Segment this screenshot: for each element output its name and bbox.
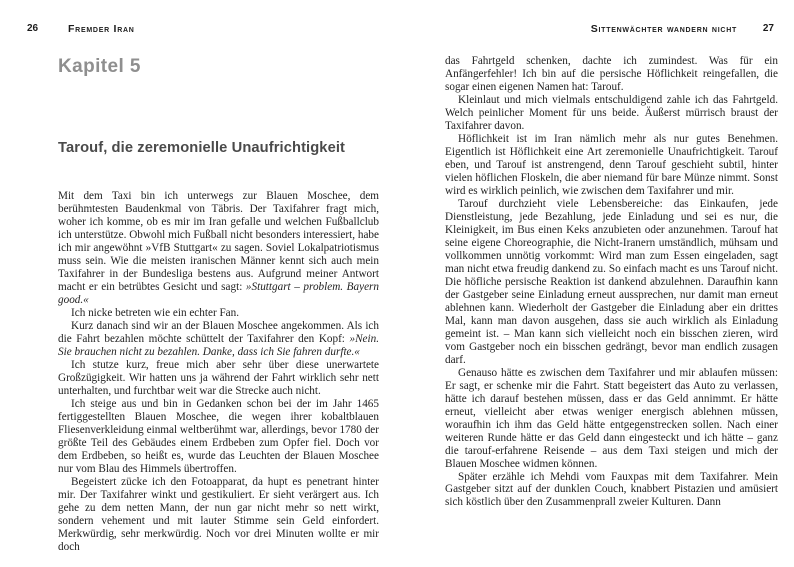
body-text: Tarouf durchzieht viele Lebensbereiche: das Einkaufen, jede Dienstleistung, jede Bezahlung, jede Einladung und sei es nur, die Kleinigkeit, im Bus einen Keks anzubieten oder anzunehmen. Tarouf hat seine eigene Choreographie, die Nicht-Iranern umständlich, mühsam und vollkommen unnötig vorkommt: Wird man zum Essen eingeladen, sagt man nicht etwa freudig dankend zu. So einfach macht es uns Tarouf nicht. Die höfliche persische Reaktion ist dankend abzulehnen. Daraufhin kann der Gastgeber seine Einladung erneut aussprechen, nur damit man erneut ablehnen kann. Wiederholt der Gastgeber die Einladung aber ein drittes Mal, kann man davon ausgehen, dass sie auch wirklich als Einladung gemeint ist. – Man kann sich vielleicht noch ein bisschen zieren, wird vom Gastgeber noch ein bisschen gedrängt, bevor man endlich zusagen darf.: [445, 197, 778, 366]
chapter-label: Kapitel 5: [58, 56, 141, 77]
paragraph: [58, 359, 379, 398]
body-text: das Fahrtgeld schenken, dachte ich zumindest. Was für ein Anfängerfehler! Ich bin auf die persische Höflichkeit reingefallen, die sogar einen eigenen Namen hat: Tarouf.: [445, 55, 778, 93]
body-text: Ich nicke betreten wie ein echter Fan.: [71, 306, 240, 319]
body-text: Ich steige aus und bin in Gedanken schon bei der im Jahr 1465 fertiggestellten Blauen Moschee, die wegen ihrer kobaltblauen Fliesenverkleidung einmal weltberühmt war, allerdings, bevor 1780 der größte Teil des Gebäudes einem Erdbeben zum Opfer fiel. Doch vor dem Erdbeben, so heißt es, wurde das Leuchten der Blauen Moschee nur vom Blau des Himmels übertroffen.: [58, 397, 379, 475]
body-text: Mit dem Taxi bin ich unterwegs zur Blauen Moschee, dem berühmtesten Baudenkmal von Täbris. Der Taxifahrer fragt mich, woher ich komme, ob es mir im Iran gefalle und welchen Fußballclub ich unterstütze. Obwohl mich Fußball nicht besonders interessiert, habe ich mir angewöhnt »VfB Stuttgart« zu sagen. Soviel Lokalpatriotismus muss sein. Wie die meisten iranischen Männer kennt sich auch mein Taxifahrer in der Bundesliga bestens aus. Aufgrund meiner Antwort macht er ein betrübtes Gesicht und sagt:: [58, 190, 379, 293]
paragraph: [58, 476, 379, 554]
paragraph: [445, 471, 778, 510]
paragraph: [445, 94, 778, 133]
body-text: Später erzähle ich Mehdi vom Fauxpas mit dem Taxifahrer. Mein Gastgeber sitzt auf der dunklen Couch, knabbert Pistazien und amüsiert sich köstlich über den Zusammenprall zweier Kulturen. Dann: [445, 470, 778, 509]
paragraph: [58, 307, 379, 320]
quoted-speech-italic: »Nein. Sie brauchen nicht zu bezahlen. Danke, dass ich Sie fahren durfte.«: [58, 332, 379, 358]
section-title: Tarouf, die zeremonielle Unaufrichtigkeit: [58, 140, 346, 156]
paragraph: [445, 133, 778, 198]
paragraph: [445, 367, 778, 471]
body-text: Ich stutze kurz, freue mich aber sehr über diese unerwartete Großzügigkeit. Wir hatten uns ja während der Fahrt wirklich sehr nett unterhalten, und furchtbar weit war die Strecke auch nicht.: [58, 358, 379, 397]
paragraph: [445, 198, 778, 367]
body-text: Höflichkeit ist im Iran nämlich mehr als nur gutes Benehmen. Eigentlich ist Höflichkeit eine Art zeremonielle Unaufrichtigkeit. Tarouf eben, und Tarouf ist anstrengend, denn Tarouf geschieht subtil, hinter vielen höflichen Floskeln, die aber niemand für bare Münze nimmt. Sonst wird es wirklich peinlich, wie zwischen dem Taxifahrer und mir.: [445, 132, 778, 197]
right-page-body: [445, 55, 778, 509]
body-text: Kurz danach sind wir an der Blauen Moschee angekommen. Als ich die Fahrt bezahlen möchte schüttelt der Taxifahrer den Kopf:: [58, 319, 379, 345]
paragraph: [445, 55, 778, 94]
paragraph: [58, 320, 379, 359]
right-running-head: Sittenwächter wandern nicht: [590, 23, 737, 35]
quoted-speech-italic: »Stuttgart – problem. Bayern good.«: [58, 280, 379, 306]
left-page-number: 26: [27, 23, 39, 34]
body-text: Begeistert zücke ich den Fotoapparat, da hupt es penetrant hinter mir. Der Taxifahrer winkt und gestikuliert. Er sieht verärgert aus. Ich gehe zu dem netten Mann, der nun gar nicht mehr so nett wirkt, sondern vehement und mit lauter Stimme sein Geld einfordert. Merkwürdig, sehr merkwürdig. Noch vor drei Minuten wollte er mir doch: [58, 475, 379, 553]
left-running-head: Fremder Iran: [68, 23, 135, 35]
paragraph: [58, 190, 379, 307]
left-page-body: [58, 190, 379, 554]
right-page-number: 27: [762, 23, 774, 34]
paragraph: [58, 398, 379, 476]
body-text: Genauso hätte es zwischen dem Taxifahrer und mir ablaufen müssen: Er sagt, er schenke mir die Fahrt. Statt begeistert das Auto zu verlassen, hätte ich darauf bestehen müssen, dass er das Geld annimmt. Er hätte erneut, vielleicht aber etwas weniger energisch ablehnen müssen, woraufhin ich ihm das Geld hätte entgegenstrecken sollen. Nach einer weiteren Runde hätte er das Geld dann eingesteckt und ich hätte – ganz die tarouf-erfahrene Reisende – aus dem Taxi steigen und mich der Blauen Moschee widmen können.: [445, 366, 778, 470]
body-text: Kleinlaut und mich vielmals entschuldigend zahle ich das Fahrtgeld. Welch peinlicher Moment für uns beide. Äußerst mürrisch braust der Taxifahrer davon.: [445, 93, 778, 132]
